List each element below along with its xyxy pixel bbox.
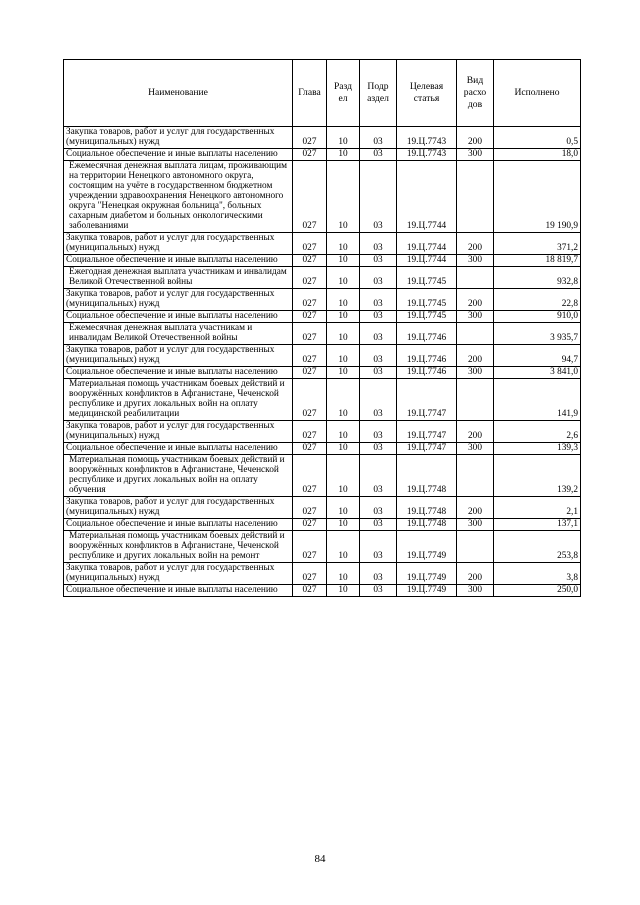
cell-chapter: 027 <box>293 311 327 323</box>
cell-target: 19.Ц.7745 <box>397 267 457 289</box>
cell-name: Социальное обеспечение и иные выплаты населению <box>64 255 293 267</box>
cell-target: 19.Ц.7744 <box>397 233 457 255</box>
cell-section: 10 <box>327 267 360 289</box>
cell-chapter: 027 <box>293 443 327 455</box>
cell-name: Социальное обеспечение и иные выплаты населению <box>64 519 293 531</box>
cell-section: 10 <box>327 127 360 149</box>
cell-subsection: 03 <box>360 161 397 233</box>
cell-executed: 2,1 <box>494 497 581 519</box>
cell-subsection: 03 <box>360 531 397 563</box>
cell-target: 19.Ц.7746 <box>397 323 457 345</box>
cell-executed: 910,0 <box>494 311 581 323</box>
cell-executed: 19 190,9 <box>494 161 581 233</box>
cell-type: 300 <box>457 255 494 267</box>
cell-target: 19.Ц.7746 <box>397 367 457 379</box>
cell-name: Закупка товаров, работ и услуг для государственных (муниципальных) нужд <box>64 563 293 585</box>
cell-type <box>457 161 494 233</box>
cell-subsection: 03 <box>360 497 397 519</box>
cell-target: 19.Ц.7749 <box>397 585 457 597</box>
cell-subsection: 03 <box>360 267 397 289</box>
cell-section: 10 <box>327 255 360 267</box>
cell-subsection: 03 <box>360 379 397 421</box>
cell-subsection: 03 <box>360 563 397 585</box>
table-row <box>64 311 581 323</box>
cell-section: 10 <box>327 289 360 311</box>
cell-target: 19.Ц.7743 <box>397 127 457 149</box>
cell-section: 10 <box>327 531 360 563</box>
cell-subsection: 03 <box>360 323 397 345</box>
table-row <box>64 149 581 161</box>
cell-executed: 18,0 <box>494 149 581 161</box>
cell-type: 300 <box>457 311 494 323</box>
cell-type <box>457 267 494 289</box>
cell-chapter: 027 <box>293 267 327 289</box>
cell-section: 10 <box>327 519 360 531</box>
cell-section: 10 <box>327 443 360 455</box>
cell-chapter: 027 <box>293 421 327 443</box>
table-row <box>64 421 581 443</box>
cell-name: Социальное обеспечение и иные выплаты населению <box>64 367 293 379</box>
cell-name: Материальная помощь участникам боевых действий и вооружённых конфликтов в Афганистане, Чеченской республике и других локальных войн на оплату медицинской реабилитации <box>64 379 293 421</box>
cell-name: Ежемесячная денежная выплата лицам, проживающим на территории Ненецкого автономного округа, состоящим на учёте в государственном бюджетном учреждении здравоохранения Ненецкого автономного округа "Ненецкая окружная больница", больных сахарным диабетом и больных онкологическими заболеваниями <box>64 161 293 233</box>
header-target: Целевая статья <box>397 60 457 127</box>
cell-section: 10 <box>327 497 360 519</box>
cell-target: 19.Ц.7747 <box>397 421 457 443</box>
cell-subsection: 03 <box>360 149 397 161</box>
cell-executed: 253,8 <box>494 531 581 563</box>
cell-section: 10 <box>327 563 360 585</box>
cell-type: 200 <box>457 497 494 519</box>
cell-type: 300 <box>457 585 494 597</box>
cell-chapter: 027 <box>293 379 327 421</box>
table-row <box>64 563 581 585</box>
table-row <box>64 255 581 267</box>
cell-target: 19.Ц.7748 <box>397 519 457 531</box>
cell-section: 10 <box>327 345 360 367</box>
cell-subsection: 03 <box>360 255 397 267</box>
cell-type: 200 <box>457 127 494 149</box>
table-row <box>64 443 581 455</box>
cell-chapter: 027 <box>293 149 327 161</box>
table-row <box>64 519 581 531</box>
cell-type: 200 <box>457 563 494 585</box>
page-number: 84 <box>314 853 326 865</box>
cell-executed: 22,8 <box>494 289 581 311</box>
cell-chapter: 027 <box>293 161 327 233</box>
cell-subsection: 03 <box>360 127 397 149</box>
table-row <box>64 455 581 497</box>
cell-section: 10 <box>327 421 360 443</box>
cell-chapter: 027 <box>293 531 327 563</box>
cell-executed: 94,7 <box>494 345 581 367</box>
cell-name: Закупка товаров, работ и услуг для государственных (муниципальных) нужд <box>64 289 293 311</box>
cell-subsection: 03 <box>360 345 397 367</box>
cell-subsection: 03 <box>360 289 397 311</box>
cell-chapter: 027 <box>293 345 327 367</box>
cell-name: Закупка товаров, работ и услуг для государственных (муниципальных) нужд <box>64 421 293 443</box>
cell-type: 300 <box>457 367 494 379</box>
table-row <box>64 585 581 597</box>
cell-section: 10 <box>327 455 360 497</box>
cell-name: Материальная помощь участникам боевых действий и вооружённых конфликтов в Афганистане, Чеченской республике и других локальных войн на оплату обучения <box>64 455 293 497</box>
cell-executed: 3 841,0 <box>494 367 581 379</box>
cell-name: Социальное обеспечение и иные выплаты населению <box>64 585 293 597</box>
cell-type: 200 <box>457 421 494 443</box>
cell-section: 10 <box>327 323 360 345</box>
cell-section: 10 <box>327 367 360 379</box>
header-type: Вид расхо дов <box>457 60 494 127</box>
table-row <box>64 289 581 311</box>
header-executed: Исполнено <box>494 60 581 127</box>
cell-subsection: 03 <box>360 585 397 597</box>
cell-section: 10 <box>327 585 360 597</box>
cell-name: Ежегодная денежная выплата участникам и инвалидам Великой Отечественной войны <box>64 267 293 289</box>
cell-name: Закупка товаров, работ и услуг для государственных (муниципальных) нужд <box>64 345 293 367</box>
cell-target: 19.Ц.7744 <box>397 161 457 233</box>
cell-chapter: 027 <box>293 455 327 497</box>
cell-target: 19.Ц.7743 <box>397 149 457 161</box>
cell-target: 19.Ц.7744 <box>397 255 457 267</box>
cell-subsection: 03 <box>360 519 397 531</box>
cell-type: 200 <box>457 345 494 367</box>
cell-type: 300 <box>457 443 494 455</box>
cell-type: 200 <box>457 233 494 255</box>
cell-type <box>457 379 494 421</box>
document-page <box>63 59 580 597</box>
cell-executed: 3,8 <box>494 563 581 585</box>
cell-target: 19.Ц.7749 <box>397 563 457 585</box>
cell-section: 10 <box>327 161 360 233</box>
cell-chapter: 027 <box>293 497 327 519</box>
cell-chapter: 027 <box>293 585 327 597</box>
cell-subsection: 03 <box>360 443 397 455</box>
cell-chapter: 027 <box>293 519 327 531</box>
cell-name: Социальное обеспечение и иные выплаты населению <box>64 149 293 161</box>
table-row <box>64 497 581 519</box>
table-header-row <box>64 60 581 127</box>
header-chapter: Глава <box>293 60 327 127</box>
cell-target: 19.Ц.7748 <box>397 497 457 519</box>
cell-target: 19.Ц.7747 <box>397 379 457 421</box>
cell-executed: 139,3 <box>494 443 581 455</box>
cell-subsection: 03 <box>360 311 397 323</box>
cell-chapter: 027 <box>293 367 327 379</box>
header-subsection: Подр аздел <box>360 60 397 127</box>
cell-subsection: 03 <box>360 367 397 379</box>
table-row <box>64 345 581 367</box>
cell-type: 300 <box>457 149 494 161</box>
cell-chapter: 027 <box>293 233 327 255</box>
cell-type <box>457 531 494 563</box>
header-section: Разд ел <box>327 60 360 127</box>
cell-target: 19.Ц.7747 <box>397 443 457 455</box>
table-row <box>64 531 581 563</box>
cell-target: 19.Ц.7745 <box>397 311 457 323</box>
cell-name: Ежемесячная денежная выплата участникам и инвалидам Великой Отечественной войны <box>64 323 293 345</box>
cell-executed: 932,8 <box>494 267 581 289</box>
cell-subsection: 03 <box>360 233 397 255</box>
cell-section: 10 <box>327 233 360 255</box>
budget-table <box>63 59 581 597</box>
cell-chapter: 027 <box>293 255 327 267</box>
table-row <box>64 127 581 149</box>
cell-subsection: 03 <box>360 455 397 497</box>
cell-section: 10 <box>327 149 360 161</box>
cell-section: 10 <box>327 379 360 421</box>
cell-executed: 2,6 <box>494 421 581 443</box>
table-row <box>64 379 581 421</box>
cell-executed: 250,0 <box>494 585 581 597</box>
cell-executed: 0,5 <box>494 127 581 149</box>
cell-name: Закупка товаров, работ и услуг для государственных (муниципальных) нужд <box>64 127 293 149</box>
cell-target: 19.Ц.7748 <box>397 455 457 497</box>
cell-chapter: 027 <box>293 563 327 585</box>
cell-target: 19.Ц.7749 <box>397 531 457 563</box>
table-row <box>64 367 581 379</box>
cell-chapter: 027 <box>293 323 327 345</box>
header-name: Наименование <box>64 60 293 127</box>
cell-subsection: 03 <box>360 421 397 443</box>
cell-name: Закупка товаров, работ и услуг для государственных (муниципальных) нужд <box>64 497 293 519</box>
cell-name: Социальное обеспечение и иные выплаты населению <box>64 311 293 323</box>
table-row <box>64 161 581 233</box>
table-body <box>64 127 581 597</box>
table-row <box>64 267 581 289</box>
table-row <box>64 233 581 255</box>
cell-executed: 3 935,7 <box>494 323 581 345</box>
cell-executed: 137,1 <box>494 519 581 531</box>
cell-target: 19.Ц.7745 <box>397 289 457 311</box>
cell-chapter: 027 <box>293 127 327 149</box>
cell-executed: 139,2 <box>494 455 581 497</box>
cell-section: 10 <box>327 311 360 323</box>
cell-chapter: 027 <box>293 289 327 311</box>
cell-executed: 18 819,7 <box>494 255 581 267</box>
cell-target: 19.Ц.7746 <box>397 345 457 367</box>
cell-type <box>457 323 494 345</box>
cell-name: Закупка товаров, работ и услуг для государственных (муниципальных) нужд <box>64 233 293 255</box>
cell-type: 300 <box>457 519 494 531</box>
cell-type <box>457 455 494 497</box>
cell-name: Социальное обеспечение и иные выплаты населению <box>64 443 293 455</box>
cell-name: Материальная помощь участникам боевых действий и вооружённых конфликтов в Афганистане, Чеченской республике и других локальных войн на ремонт <box>64 531 293 563</box>
cell-executed: 371,2 <box>494 233 581 255</box>
cell-executed: 141,9 <box>494 379 581 421</box>
cell-type: 200 <box>457 289 494 311</box>
table-row <box>64 323 581 345</box>
